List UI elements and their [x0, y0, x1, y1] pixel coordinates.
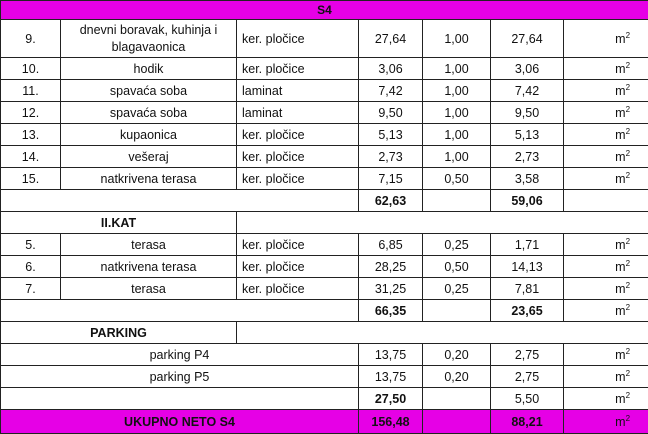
empty-cell	[1, 388, 359, 410]
area-coefficient: 0,20	[423, 344, 491, 366]
subtotal-net: 59,06	[491, 190, 564, 212]
room-area: 5,13	[359, 124, 423, 146]
row-number: 13.	[1, 124, 61, 146]
room-area: 27,64	[359, 20, 423, 58]
room-area: 13,75	[359, 344, 423, 366]
floor-material: ker. pločice	[237, 278, 359, 300]
net-area: 14,13	[491, 256, 564, 278]
subtotal-net: 5,50	[491, 388, 564, 410]
table-row	[1, 20, 648, 58]
room-name: spavaća soba	[61, 80, 237, 102]
net-area: 2,75	[491, 366, 564, 388]
room-area: 3,06	[359, 58, 423, 80]
unit-label: $m^2$	[564, 366, 648, 388]
row-number: 14.	[1, 146, 61, 168]
unit-label: $m^2$	[564, 344, 648, 366]
subtotal-area: 66,35	[359, 300, 423, 322]
area-coefficient: 0,50	[423, 256, 491, 278]
unit-label: $m^2$	[564, 256, 648, 278]
total-label: UKUPNO NETO S4	[1, 410, 359, 434]
net-area: 3,06	[491, 58, 564, 80]
room-area: 7,15	[359, 168, 423, 190]
area-coefficient: 0,20	[423, 366, 491, 388]
floor-material: ker. pločice	[237, 124, 359, 146]
floor-material: laminat	[237, 80, 359, 102]
floor-material: ker. pločice	[237, 234, 359, 256]
empty-cell	[423, 388, 491, 410]
unit-label: $m^2$	[564, 168, 648, 190]
room-area: 7,42	[359, 80, 423, 102]
unit-label: $m^2$	[564, 278, 648, 300]
empty-cell	[423, 410, 491, 434]
table-row	[1, 102, 648, 124]
area-coefficient: 1,00	[423, 58, 491, 80]
table-row	[1, 58, 648, 80]
floor-material: ker. pločice	[237, 20, 359, 58]
section-heading-row	[1, 322, 648, 344]
subtotal-row	[1, 300, 648, 322]
unit-label: $m^2$	[564, 58, 648, 80]
empty-cell	[237, 322, 648, 344]
row-number: 11.	[1, 80, 61, 102]
parking-name: parking P4	[1, 344, 359, 366]
room-name: hodik	[61, 58, 237, 80]
area-coefficient: 1,00	[423, 20, 491, 58]
room-name: natkrivena terasa	[61, 168, 237, 190]
unit-label: $m^2$	[564, 234, 648, 256]
subtotal-area: 62,63	[359, 190, 423, 212]
room-name: terasa	[61, 278, 237, 300]
table-row	[1, 124, 648, 146]
unit-label: $m^2$	[564, 102, 648, 124]
net-area: 7,81	[491, 278, 564, 300]
area-coefficient: 1,00	[423, 102, 491, 124]
total-area: 156,48	[359, 410, 423, 434]
unit-label: $m^2$	[564, 300, 648, 322]
empty-cell	[423, 190, 491, 212]
net-area: 5,13	[491, 124, 564, 146]
table-row	[1, 80, 648, 102]
net-area: 2,75	[491, 344, 564, 366]
area-coefficient: 1,00	[423, 124, 491, 146]
table-title: S4	[1, 1, 648, 20]
grand-total-row	[1, 410, 648, 434]
row-number: 9.	[1, 20, 61, 58]
room-area: 2,73	[359, 146, 423, 168]
empty-cell	[237, 212, 648, 234]
area-coefficient: 0,25	[423, 234, 491, 256]
section-title: PARKING	[1, 322, 237, 344]
unit-label: $m^2$	[564, 146, 648, 168]
section-heading-row	[1, 212, 648, 234]
room-area: 31,25	[359, 278, 423, 300]
table-row	[1, 168, 648, 190]
row-number: 12.	[1, 102, 61, 124]
floor-material: laminat	[237, 102, 359, 124]
table-header-row	[1, 1, 648, 20]
subtotal-area: 27,50	[359, 388, 423, 410]
floor-material: ker. pločice	[237, 168, 359, 190]
room-area: 9,50	[359, 102, 423, 124]
floor-material: ker. pločice	[237, 146, 359, 168]
room-area: 6,85	[359, 234, 423, 256]
area-coefficient: 1,00	[423, 80, 491, 102]
row-number: 5.	[1, 234, 61, 256]
subtotal-row	[1, 190, 648, 212]
net-area: 27,64	[491, 20, 564, 58]
net-area: 7,42	[491, 80, 564, 102]
row-number: 6.	[1, 256, 61, 278]
table-row	[1, 256, 648, 278]
area-coefficient: 0,25	[423, 278, 491, 300]
room-name: kupaonica	[61, 124, 237, 146]
floor-material: ker. pločice	[237, 58, 359, 80]
unit-label: $m^2$	[564, 20, 648, 58]
room-name: spavaća soba	[61, 102, 237, 124]
area-coefficient: 1,00	[423, 146, 491, 168]
area-coefficient: 0,50	[423, 168, 491, 190]
parking-name: parking P5	[1, 366, 359, 388]
empty-cell	[564, 190, 648, 212]
subtotal-row	[1, 388, 648, 410]
row-number: 7.	[1, 278, 61, 300]
room-name: terasa	[61, 234, 237, 256]
subtotal-net: 23,65	[491, 300, 564, 322]
unit-label: $m^2$	[564, 410, 648, 434]
floor-material: ker. pločice	[237, 256, 359, 278]
section-title: II.KAT	[1, 212, 237, 234]
room-area: 13,75	[359, 366, 423, 388]
table-row	[1, 366, 648, 388]
net-area: 3,58	[491, 168, 564, 190]
room-name: natkrivena terasa	[61, 256, 237, 278]
table-row	[1, 234, 648, 256]
net-area: 2,73	[491, 146, 564, 168]
table-row	[1, 278, 648, 300]
unit-label: $m^2$	[564, 80, 648, 102]
unit-label: $m^2$	[564, 124, 648, 146]
empty-cell	[1, 300, 359, 322]
total-net: 88,21	[491, 410, 564, 434]
table-row	[1, 344, 648, 366]
net-area: 9,50	[491, 102, 564, 124]
net-area: 1,71	[491, 234, 564, 256]
empty-cell	[423, 300, 491, 322]
room-area: 28,25	[359, 256, 423, 278]
table-row	[1, 146, 648, 168]
room-name: vešeraj	[61, 146, 237, 168]
room-name: dnevni boravak, kuhinja i blagavaonica	[61, 20, 237, 58]
row-number: 10.	[1, 58, 61, 80]
unit-label: $m^2$	[564, 388, 648, 410]
empty-cell	[1, 190, 359, 212]
row-number: 15.	[1, 168, 61, 190]
